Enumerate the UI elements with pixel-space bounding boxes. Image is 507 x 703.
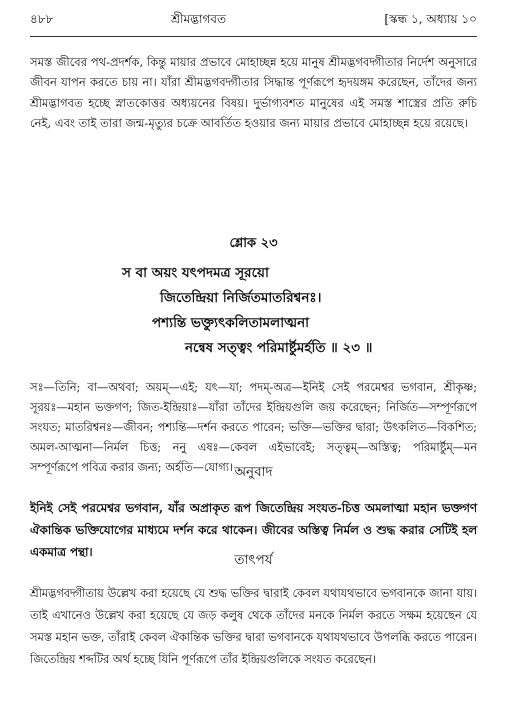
page-number: ৪৮৮ <box>30 12 54 26</box>
intro-paragraph: সমস্ত জীবের পথ-প্রদর্শক, কিন্তু মায়ার প্রভাবে মোহাচ্ছন্ন হয়ে মানুষ শ্রীমদ্ভগবদ্গীতার নির্দেশ অনুসারে জীবন যাপন করতে চায় না। যাঁরা শ্রীমদ্ভগবদ্গীতার সিদ্ধান্ত পূর্ণরূপে হৃদয়ঙ্গম করেছেন, তাঁদের জন্য শ্রীমদ্ভাগবত হচ্ছে স্নাতকোত্তর অধ্যয়নের বিষয়। দুর্ভাগ্যবশত মানুষের এই সমস্ত শাস্ত্রের প্রতি রুচি নেই, এবং তাই তারা জন্ম-মৃত্যুর চক্রে আবর্তিত হওয়ার জন্য মায়ার প্রভাবে মোহাচ্ছন্ন হয়ে রয়েছে। <box>30 54 477 130</box>
page-header <box>30 6 477 36</box>
shloka-heading: শ্লোক ২৩ <box>229 236 278 251</box>
translation-text: ইনিই সেই পরমেশ্বর ভগবান, যাঁর অপ্রাকৃত রূপ জিতেন্দ্রিয় সংযত-চিত্ত অমলাত্মা মহান ভক্তগণ ঐকান্তিক ভক্তিযোগের মাধ্যমে দর্শন করে থাকেন। জীবের অস্তিত্ব নির্মল ও শুদ্ধ করার সেটিই হল একমাত্র পন্থা। <box>30 500 477 559</box>
header-rule <box>30 36 477 37</box>
purport-heading: তাৎপর্য <box>234 552 273 568</box>
verse-line-3: পশ্যন্তি ভক্ত্যুৎকলিতামলাত্মনা <box>152 315 310 331</box>
verse-line-2: জিতেন্দ্রিয়া নির্জিতমাতরিশ্বনঃ। <box>160 290 322 306</box>
verse-line-4: নন্বেষ সত্ত্বং পরিমার্ষ্টুমর্হতি ॥ ২৩ ॥ <box>185 340 373 356</box>
word-synonyms: সঃ—তিনি; বা—অথবা; অয়ম্—এই; যৎ—যা; পদম্-অত্র—ইনিই সেই পরমেশ্বর ভগবান, শ্রীকৃষ্ণ; সূরয়ঃ—মহান ভক্তগণ; জিত-ইন্দ্রিয়াঃ—যাঁরা তাঁদের ইন্দ্রিয়গুলি জয় করেছেন; নির্জিত—সম্পূর্ণরূপে সংযত; মাতরিশ্বনঃ—জীবন; পশ্যন্তি—দর্শন করতে পারেন; ভক্তি—ভক্তির দ্বারা; উৎকলিত—বিকশিত; অমল-আত্মনা—নির্মল চিত্ত; ননু এষঃ—কেবল এইভাবেই; সত্ত্বম্—অস্তিত্ব; পরিমার্ষ্টুম্—মন সম্পূর্ণরূপে পবিত্র করার জন্য; অর্হতি—যোগ্য। <box>30 381 477 475</box>
canto-chapter-label: [স্কন্ধ ১, অধ্যায় ১০ <box>384 12 477 26</box>
verse-line-1: স বা অয়ং যৎপদমত্র সূরয়ো <box>122 265 269 281</box>
running-title: শ্রীমদ্ভাগবত <box>170 12 226 26</box>
translation-heading: অনুবাদ <box>234 464 273 480</box>
purport-text: শ্রীমদ্ভগবদ্গীতায় উল্লেখ করা হয়েছে যে শুদ্ধ ভক্তির দ্বারাই কেবল যথাযথভাবে ভগবানকে জানা যায়। তাই এখানেও উল্লেখ করা হয়েছে যে জড় কলুষ থেকে তাঁদের মনকে নির্মল করতে সক্ষম হয়েছেন যে সমস্ত মহান ভক্ত, তাঁরাই কেবল ঐকান্তিক ভক্তির দ্বারা ভগবানকে যথাযথভাবে উপলব্ধি করতে পারেন। জিতেন্দ্রিয় শব্দটির অর্থ হচ্ছে যিনি পূর্ণরূপে তাঁর ইন্দ্রিয়গুলিকে সংযত করেছেন। <box>30 587 477 667</box>
